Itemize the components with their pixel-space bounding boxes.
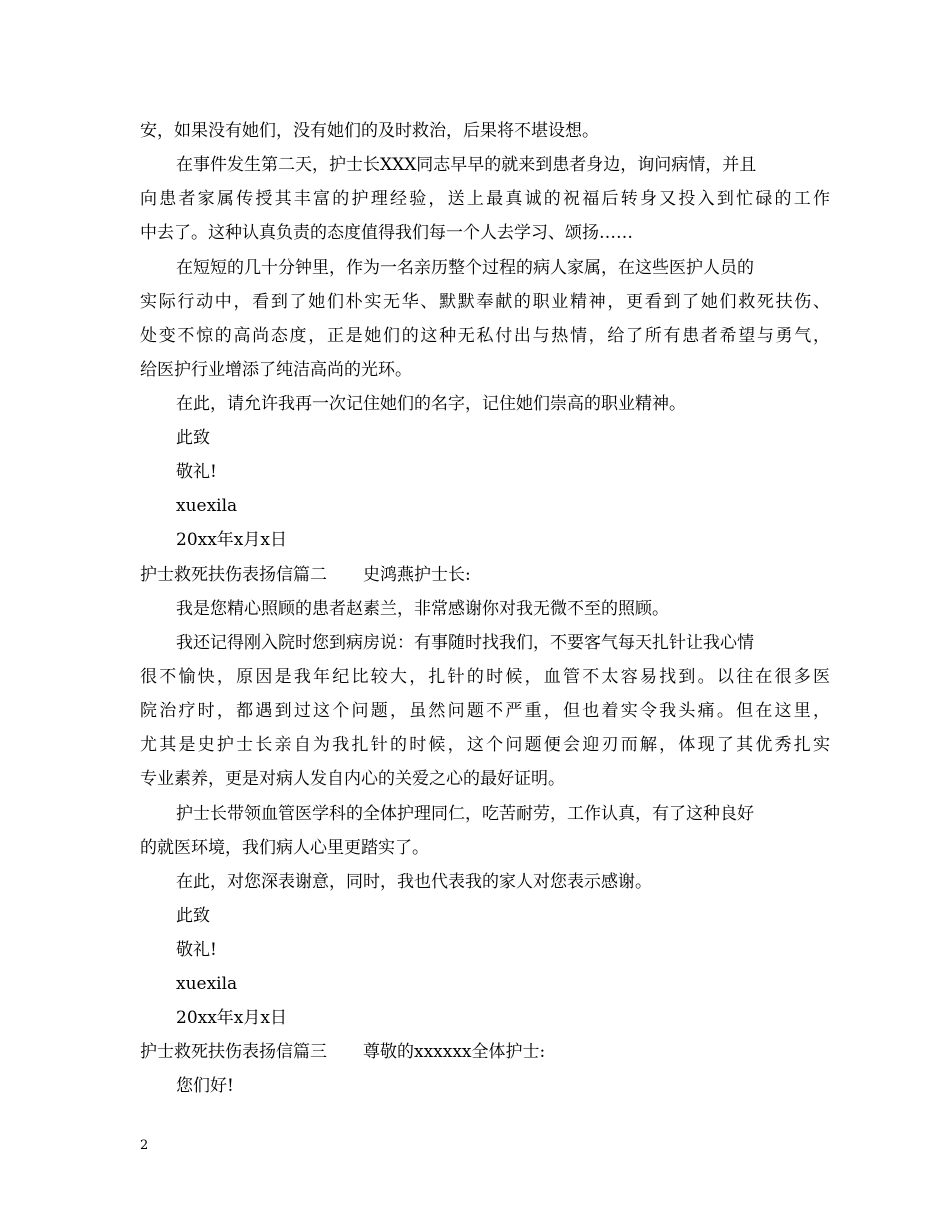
body-line: 实际行动中，看到了她们朴实无华、默默奉献的职业精神，更看到了她们救死扶伤、	[140, 292, 830, 312]
paragraph-first-line: 在事件发生第二天，护士长XXX同志早早的就来到患者身边，询问病情，并且	[176, 155, 757, 175]
signature: xuexila	[176, 496, 238, 516]
body-line: 向患者家属传授其丰富的护理经验，送上最真诚的祝福后转身又投入到忙碌的工作	[140, 189, 830, 209]
paragraph-first-line: 我还记得刚入院时您到病房说：有事随时找我们，不要客气每天扎针让我心情	[176, 633, 754, 653]
recipient-salutation: 史鸿燕护士长:	[363, 565, 471, 585]
letter-date: 20xx年x月x日	[176, 530, 287, 550]
body-line: 处变不惊的高尚态度，正是她们的这种无私付出与热情，给了所有患者希望与勇气，	[140, 326, 830, 346]
body-line: 安，如果没有她们，没有她们的及时救治，后果将不堪设想。	[140, 121, 599, 141]
letter-heading	[140, 564, 840, 586]
closing-respect: 敬礼!	[176, 462, 217, 482]
body-line: 中去了。这种认真负责的态度值得我们每一个人去学习、颂扬……	[140, 223, 633, 243]
paragraph-first-line: 在短短的几十分钟里，作为一名亲历整个过程的病人家属，在这些医护人员的	[176, 258, 754, 278]
letter-heading	[140, 1041, 840, 1063]
section-title: 护士救死扶伤表扬信篇三	[140, 1042, 327, 1062]
recipient-salutation: 尊敬的xxxxxx全体护士:	[363, 1042, 546, 1062]
paragraph-first-line: 在此，请允许我再一次记住她们的名字，记住她们崇高的职业精神。	[176, 394, 686, 414]
page-number: 2	[140, 1138, 149, 1153]
body-line: 给医护行业增添了纯洁高尚的光环。	[140, 360, 412, 380]
paragraph-first-line: 在此，对您深表谢意，同时，我也代表我的家人对您表示感谢。	[176, 872, 652, 892]
paragraph-first-line: 护士长带领血管医学科的全体护理同仁，吃苦耐劳，工作认真，有了这种良好	[176, 804, 754, 824]
body-line: 院治疗时，都遇到过这个问题，虽然问题不严重，但也着实令我头痛。但在这里，	[140, 701, 830, 721]
body-line: 专业素养，更是对病人发自内心的关爱之心的最好证明。	[140, 769, 565, 789]
closing-salutation: 此致	[176, 906, 210, 926]
closing-salutation: 此致	[176, 428, 210, 448]
body-line: 尤其是史护士长亲自为我扎针的时候，这个问题便会迎刃而解，体现了其优秀扎实	[140, 735, 830, 755]
paragraph-first-line: 我是您精心照顾的患者赵素兰，非常感谢你对我无微不至的照顾。	[176, 599, 669, 619]
body-line: 的就医环境，我们病人心里更踏实了。	[140, 838, 429, 858]
letter-date: 20xx年x月x日	[176, 1008, 287, 1028]
body-line: 很不愉快，原因是我年纪比较大，扎针的时候，血管不太容易找到。以往在很多医	[140, 667, 830, 687]
section-title: 护士救死扶伤表扬信篇二	[140, 565, 327, 585]
greeting: 您们好!	[176, 1076, 234, 1096]
closing-respect: 敬礼!	[176, 940, 217, 960]
signature: xuexila	[176, 974, 238, 994]
